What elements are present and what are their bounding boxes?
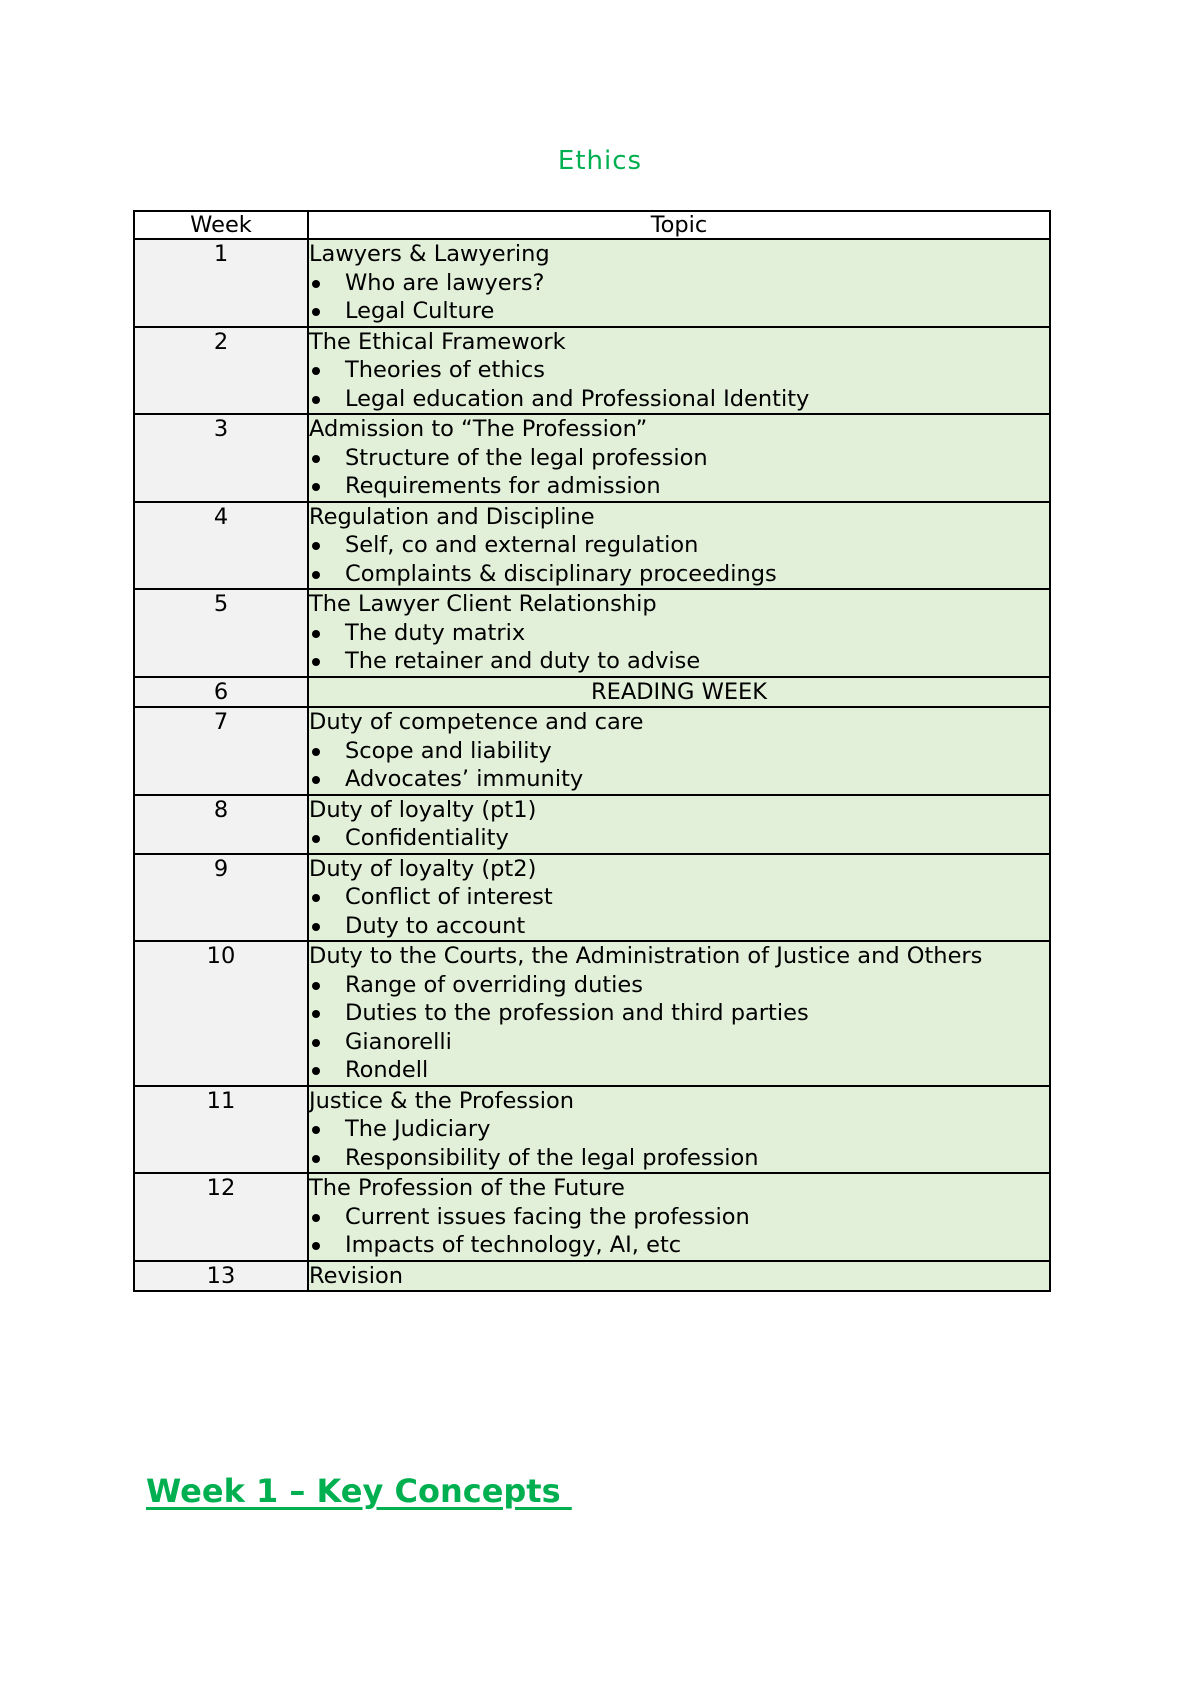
topic-title: The Lawyer Client Relationship (309, 591, 657, 617)
subtopic-list (309, 971, 1049, 1085)
subtopic-item: Impacts of technology, AI, etc (309, 1231, 1049, 1260)
week-number: 1 (134, 239, 308, 327)
topic-cell (308, 707, 1050, 795)
table-header-row (134, 211, 1050, 239)
table-row (134, 1261, 1050, 1292)
subtopic-item: Duty to account (309, 912, 1049, 941)
subtopic-item: The retainer and duty to advise (309, 647, 1049, 676)
subtopic-list (309, 1115, 1049, 1172)
topic-title: Revision (309, 1262, 404, 1289)
topic-cell (308, 941, 1050, 1086)
subtopic-item: Scope and liability (309, 737, 1049, 766)
table-row (134, 327, 1050, 415)
subtopic-item: Complaints & disciplinary proceedings (309, 560, 1049, 589)
subtopic-item: Conflict of interest (309, 883, 1049, 912)
week-number: 9 (134, 854, 308, 942)
week-number: 10 (134, 941, 308, 1086)
subtopic-item: Structure of the legal profession (309, 444, 1049, 473)
section-heading: Week 1 – Key Concepts (146, 1472, 572, 1510)
subtopic-list (309, 531, 1049, 588)
subtopic-item: The duty matrix (309, 619, 1049, 648)
subtopic-item: Self, co and external regulation (309, 531, 1049, 560)
topic-cell (308, 795, 1050, 854)
subtopic-item: The Judiciary (309, 1115, 1049, 1144)
subtopic-item: Legal education and Professional Identity (309, 385, 1049, 414)
table-body (134, 239, 1050, 1291)
table-row (134, 677, 1050, 708)
topic-title: Duty of loyalty (pt2) (309, 855, 537, 882)
weekly-schedule-table (133, 210, 1051, 1292)
table-row (134, 414, 1050, 502)
topic-cell (308, 327, 1050, 415)
subtopic-item: Who are lawyers? (309, 269, 1049, 298)
topic-cell (308, 239, 1050, 327)
subtopic-list (309, 619, 1049, 676)
subtopic-item: Requirements for admission (309, 472, 1049, 501)
subtopic-item: Confidentiality (309, 824, 1049, 853)
week-number: 8 (134, 795, 308, 854)
week-number: 3 (134, 414, 308, 502)
subtopic-item: Responsibility of the legal profession (309, 1144, 1049, 1173)
topic-cell (308, 677, 1050, 708)
subtopic-list (309, 883, 1049, 940)
topic-cell (308, 854, 1050, 942)
topic-title: READING WEEK (590, 678, 768, 705)
document-title: Ethics (557, 146, 643, 176)
topic-cell (308, 1261, 1050, 1292)
topic-title: Justice & the Profession (309, 1087, 575, 1114)
week-column-header: Week (134, 211, 308, 239)
subtopic-item: Advocates’ immunity (309, 765, 1049, 794)
topic-cell (308, 502, 1050, 590)
subtopic-list (309, 269, 1049, 326)
topic-cell (308, 414, 1050, 502)
subtopic-list (309, 737, 1049, 794)
table-row (134, 502, 1050, 590)
table-row (134, 707, 1050, 795)
table-row (134, 795, 1050, 854)
subtopic-list (309, 1203, 1049, 1260)
topic-cell (308, 1086, 1050, 1174)
table-row (134, 941, 1050, 1086)
topic-cell (308, 589, 1050, 677)
topic-title: Duty to the Courts, the Administration of Justice and Others (309, 943, 983, 969)
topic-column-header: Topic (308, 211, 1050, 239)
subtopic-item: Current issues facing the profession (309, 1203, 1049, 1232)
week-number: 6 (134, 677, 308, 708)
table-row (134, 589, 1050, 677)
table-row (134, 1173, 1050, 1261)
topic-title: Admission to “The Profession” (309, 416, 648, 442)
week-number: 5 (134, 589, 308, 677)
subtopic-item: Gianorelli (309, 1028, 1049, 1057)
topic-title: Regulation and Discipline (309, 503, 595, 530)
subtopic-item: Range of overriding duties (309, 971, 1049, 1000)
subtopic-item: Rondell (309, 1056, 1049, 1085)
week-number: 12 (134, 1173, 308, 1261)
topic-title: Duty of competence and care (309, 709, 644, 735)
topic-title: Duty of loyalty (pt1) (309, 796, 537, 823)
subtopic-list (309, 356, 1049, 413)
topic-cell (308, 1173, 1050, 1261)
subtopic-item: Legal Culture (309, 297, 1049, 326)
subtopic-item: Theories of ethics (309, 356, 1049, 385)
week-number: 2 (134, 327, 308, 415)
subtopic-item: Duties to the profession and third parties (309, 999, 1049, 1028)
table-row (134, 1086, 1050, 1174)
table-row (134, 239, 1050, 327)
subtopic-list (309, 444, 1049, 501)
table-row (134, 854, 1050, 942)
week-number: 11 (134, 1086, 308, 1174)
week-number: 7 (134, 707, 308, 795)
topic-title: Lawyers & Lawyering (309, 241, 550, 267)
week-number: 4 (134, 502, 308, 590)
topic-title: The Ethical Framework (309, 328, 566, 355)
subtopic-list (309, 824, 1049, 853)
week-number: 13 (134, 1261, 308, 1292)
topic-title: The Profession of the Future (309, 1175, 625, 1201)
